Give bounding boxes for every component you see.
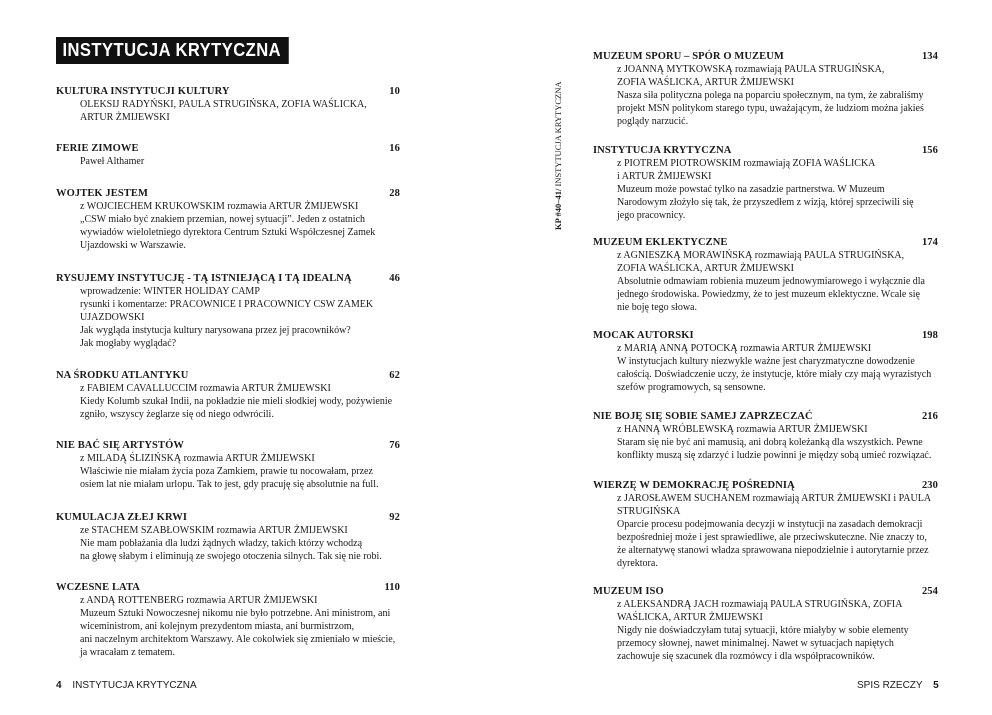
toc-entry-line: Paweł Althamer — [80, 156, 145, 167]
toc-entry-title: FERIE ZIMOWE — [56, 143, 139, 154]
toc-entry-header — [56, 85, 400, 98]
page-number-right: 5 — [933, 680, 939, 691]
toc-entry-header — [593, 236, 938, 249]
toc-entry-line: UJAZDOWSKI — [80, 312, 145, 323]
toc-entry-page: 62 — [389, 370, 400, 381]
toc-entry-line: dyrektora. — [617, 558, 658, 569]
toc-entry-line: bezpośredniej może i jest sprawiedliwe, ale przeciwskuteczne. Nie znaczy to, — [617, 532, 927, 543]
toc-entry — [56, 369, 400, 421]
toc-entry — [593, 479, 938, 570]
toc-entry-line: poglądy narzucić. — [617, 116, 689, 127]
toc-entry-line: z MILADĄ ŚLIZIŃSKĄ rozmawia ARTUR ŻMIJEWSKI — [80, 453, 315, 464]
toc-entry-body — [593, 63, 938, 128]
toc-entry-line: rysunki i komentarze: PRACOWNICE I PRACOWNICY CSW ZAMEK — [80, 299, 374, 310]
toc-entry-line: jego pracownicy. — [617, 210, 686, 221]
toc-entry-page: 156 — [921, 145, 938, 156]
toc-entry-header — [56, 511, 400, 524]
toc-entry-line: Kiedy Kolumb szukał Indii, na pokładzie nie mieli słodkiej wody, pożywienie — [80, 396, 393, 407]
spine-issue: KP #40–41/ — [553, 188, 563, 230]
toc-entry-line: konflikty muszą się zdarzyć i ludzie powinni je między sobą umieć rozwiązać. — [617, 450, 932, 461]
toc-entry-line: z ANDĄ ROTTENBERG rozmawia ARTUR ŻMIJEWSKI — [80, 595, 318, 606]
toc-entry-page: 230 — [921, 480, 938, 491]
toc-entry-header — [593, 329, 938, 342]
toc-entry-line: z AGNIESZKĄ MORAWIŃSKĄ rozmawiają PAULA STRUGIŃSKA, — [617, 250, 905, 261]
toc-entry-line: i ARTUR ŻMIJEWSKI — [617, 171, 712, 182]
toc-entry-title: WCZESNE LATA — [56, 582, 140, 593]
toc-entry-line: Właściwie nie miałam życia poza Zamkiem, prawie tu nocowałam, przez — [80, 466, 373, 477]
toc-entry — [56, 85, 400, 124]
toc-entry-page: 16 — [389, 143, 400, 154]
toc-entry-title: MOCAK AUTORSKI — [593, 330, 694, 341]
toc-entry-body — [56, 524, 400, 563]
toc-entry-line: wywiadów wieloletniego dyrektora Centrum Sztuki Współczesnej Zamek — [80, 227, 376, 238]
toc-entry — [593, 50, 938, 128]
toc-entry-title: NA ŚRODKU ATLANTYKU — [56, 370, 189, 381]
toc-entry-line: Muzeum może powstać tylko na zasadzie partnerstwa. W Muzeum — [617, 184, 885, 195]
toc-entry-line: przemocy słownej, nawet minimalnej. Nawet w sytuacjach napiętych — [617, 638, 894, 649]
toc-entry-line: Staram się nie być ani mamusią, ani dobrą koleżanką dla wszystkich. Pewne — [617, 437, 923, 448]
toc-entry — [593, 329, 938, 394]
running-title-right: SPIS RZECZY — [857, 680, 923, 691]
toc-entry-title: WIERZĘ W DEMOKRACJĘ POŚREDNIĄ — [593, 480, 795, 491]
toc-entry-line: Oparcie procesu podejmowania decyzji w instytucji na zasadach demokracji — [617, 519, 923, 530]
toc-entry-line: nie boję tego słowa. — [617, 302, 697, 313]
toc-entry-line: osiem lat nie miałam urlopu. Tak to jest, gdy pracuję się absolutnie na full. — [80, 479, 379, 490]
toc-entry-title: NIE BOJĘ SIĘ SOBIE SAMEJ ZAPRZECZAĆ — [593, 411, 813, 422]
toc-entry — [56, 272, 400, 350]
toc-entry-line: całością. Doświadczenie uczy, że instytucje, które miały czy mają wyrazistych — [617, 369, 932, 380]
toc-entry-page: 46 — [389, 273, 400, 284]
right-page — [520, 0, 992, 715]
toc-entry-header — [56, 439, 400, 452]
toc-entry-line: z ALEKSANDRĄ JACH rozmawiają PAULA STRUGIŃSKA, ZOFIA — [617, 599, 903, 610]
toc-entry-line: Muzeum Sztuki Nowoczesnej nikomu nie było potrzebne. Ani ministrom, ani — [80, 608, 391, 619]
spine-title: INSTYTUCJA KRYTYCZNA — [553, 81, 563, 189]
toc-entry-line: z MARIĄ ANNĄ POTOCKĄ rozmawia ARTUR ŻMIJEWSKI — [617, 343, 872, 354]
toc-entry-line: z FABIEM CAVALLUCCIM rozmawia ARTUR ŻMIJEWSKI — [80, 383, 331, 394]
toc-entry-page: 174 — [921, 237, 938, 248]
toc-entry-page: 28 — [389, 188, 400, 199]
toc-entry-line: ARTUR ŻMIJEWSKI — [80, 112, 170, 123]
toc-entry-page: 92 — [389, 512, 400, 523]
toc-entry-line: WAŚLICKA, ARTUR ŻMIJEWSKI — [617, 612, 763, 623]
toc-entry-title: MUZEUM SPORU – SPÓR O MUZEUM — [593, 51, 784, 62]
toc-entry — [593, 236, 938, 314]
toc-entry-line: jednego środowiska. Powiedzmy, że to jest muzeum eklektyczne. Wcale się — [617, 289, 920, 300]
toc-entry-line: projekt MSN politykom starego typu, uważającym, że ludziom można jakieś — [617, 103, 924, 114]
toc-entry-line: „CSW miało być znakiem przemian, nowej sytuacji”. Jeden z ostatnich — [80, 214, 366, 225]
toc-entry-title: MUZEUM ISO — [593, 586, 664, 597]
toc-entry-page: 254 — [921, 586, 938, 597]
toc-entry-line: STRUGIŃSKA — [617, 506, 681, 517]
toc-entry-line: wiceministrom, ani kolejnym prezydentom miasta, ani burmistrzom, — [80, 621, 355, 632]
toc-entry-title: RYSUJEMY INSTYTUCJĘ - TĄ ISTNIEJĄCĄ I TĄ IDEALNĄ — [56, 273, 352, 284]
toc-entry-line: z JOANNĄ MYTKOWSKĄ rozmawiają PAULA STRUGIŃSKA, — [617, 64, 885, 75]
toc-entry-header — [56, 187, 400, 200]
toc-entry — [593, 585, 938, 663]
toc-entry-header — [56, 142, 400, 155]
toc-entry-page: 76 — [389, 440, 400, 451]
toc-entry-body — [56, 594, 400, 659]
toc-entry-page: 216 — [921, 411, 938, 422]
toc-entry-line: W instytucjach kultury niezwykle ważne jest charyzmatyczne dowodzenie — [617, 356, 915, 367]
toc-entry-line: z PIOTREM PIOTROWSKIM rozmawiają ZOFIA WAŚLICKA — [617, 158, 876, 169]
toc-entry-line: Jak mogłaby wyglądać? — [80, 338, 177, 349]
toc-entry-body — [56, 285, 400, 350]
toc-entry-body — [593, 492, 938, 570]
toc-entry-body — [593, 598, 938, 663]
toc-entry — [593, 144, 938, 222]
toc-entry-body — [56, 98, 400, 124]
toc-entry — [56, 581, 400, 659]
toc-entry-line: szefów programowych, są sensowne. — [617, 382, 766, 393]
toc-entry-line: ze STACHEM SZABŁOWSKIM rozmawia ARTUR ŻMIJEWSKI — [80, 525, 348, 536]
toc-entry-title: MUZEUM EKLEKTYCZNE — [593, 237, 728, 248]
toc-entry-page: 110 — [384, 582, 400, 593]
toc-entry-header — [593, 585, 938, 598]
toc-entry-title: KUMULACJA ZŁEJ KRWI — [56, 512, 188, 523]
toc-entry — [56, 142, 400, 168]
toc-entry-body — [593, 342, 938, 394]
toc-entry — [56, 439, 400, 491]
toc-entry-body — [593, 249, 938, 314]
toc-entry — [56, 511, 400, 563]
toc-entry-line: OLEKSIJ RADYŃSKI, PAULA STRUGIŃSKA, ZOFIA WAŚLICKA, — [80, 99, 367, 110]
toc-entry-line: ja wracałam z tematem. — [80, 647, 175, 658]
footer-left — [56, 680, 197, 691]
left-page — [0, 0, 470, 715]
toc-entry-header — [593, 50, 938, 63]
toc-entry-line: wprowadzenie: WINTER HOLIDAY CAMP — [80, 286, 260, 297]
toc-entry-line: Nasza siła polityczna polega na poparciu społecznym, na tym, że zabraliśmy — [617, 90, 924, 101]
toc-entry-header — [56, 369, 400, 382]
toc-entry — [56, 187, 400, 252]
toc-entry-line: ZOFIA WAŚLICKA, ARTUR ŻMIJEWSKI — [617, 77, 794, 88]
toc-entry-body — [56, 382, 400, 421]
toc-entry-header — [593, 410, 938, 423]
toc-entry-line: na głowę słabym i eliminują ze swojego otoczenia silnych. Tak się nie robi. — [80, 551, 382, 562]
toc-entry-line: że alternatywę stanowi władza sprawowana niepodzielnie i autorytarnie przez — [617, 545, 929, 556]
toc-entry-body — [56, 155, 400, 168]
toc-entry-line: Ujazdowski w Warszawie. — [80, 240, 186, 251]
toc-entry-page: 10 — [389, 86, 400, 97]
page-number-left: 4 — [56, 680, 62, 691]
section-title: INSTYTUCJA KRYTYCZNA — [56, 37, 288, 64]
toc-entry-body — [56, 200, 400, 252]
toc-entry-title: INSTYTUCJA KRYTYCZNA — [593, 145, 732, 156]
toc-entry-body — [56, 452, 400, 491]
toc-entry-line: ZOFIA WAŚLICKA, ARTUR ŻMIJEWSKI — [617, 263, 794, 274]
toc-entry-line: Narodowym złożyło się tak, że przyszedłem z wizją, której sprzeciwili się — [617, 197, 914, 208]
toc-entry-line: ani naczelnym architektom Warszawy. Ale cokolwiek się zmieniało w mieście, — [80, 634, 396, 645]
toc-entry-page: 134 — [921, 51, 938, 62]
toc-entry-line: Jak wygląda instytucja kultury narysowana przez jej pracowników? — [80, 325, 351, 336]
toc-entry-title: NIE BAĆ SIĘ ARTYSTÓW — [56, 440, 184, 451]
toc-entry-line: Absolutnie odmawiam robienia muzeum jednowymiarowego i wyłącznie dla — [617, 276, 925, 287]
toc-entry-header — [593, 144, 938, 157]
toc-entry-line: Nie mam pobłażania dla ludzi żądnych władzy, takich którzy wchodzą — [80, 538, 363, 549]
running-title-left: INSTYTUCJA KRYTYCZNA — [72, 680, 197, 691]
toc-entry-body — [593, 157, 938, 222]
toc-entry-line: zgniło, wszyscy żeglarze się od niego odwrócili. — [80, 409, 274, 420]
toc-entry-title: WOJTEK JESTEM — [56, 188, 149, 199]
toc-entry-line: z JAROSŁAWEM SUCHANEM rozmawiają ARTUR ŻMIJEWSKI i PAULA — [617, 493, 932, 504]
toc-entry-line: Nigdy nie doświadczyłam tutaj sytuacji, które miałyby w sobie elementy — [617, 625, 909, 636]
toc-entry-line: z HANNĄ WRÓBLEWSKĄ rozmawia ARTUR ŻMIJEWSKI — [617, 424, 868, 435]
footer-right — [857, 680, 939, 691]
toc-entry-line: z WOJCIECHEM KRUKOWSKIM rozmawia ARTUR ŻMIJEWSKI — [80, 201, 359, 212]
toc-entry-body — [593, 423, 938, 462]
toc-entry-header — [56, 272, 400, 285]
toc-entry-page: 198 — [921, 330, 938, 341]
toc-entry-header — [593, 479, 938, 492]
toc-entry-title: KULTURA INSTYTUCJI KULTURY — [56, 86, 230, 97]
toc-entry — [593, 410, 938, 462]
toc-entry-line: zachowuje się szacunek dla rozmówcy i dla współpracowników. — [617, 651, 875, 662]
toc-entry-header — [56, 581, 400, 594]
